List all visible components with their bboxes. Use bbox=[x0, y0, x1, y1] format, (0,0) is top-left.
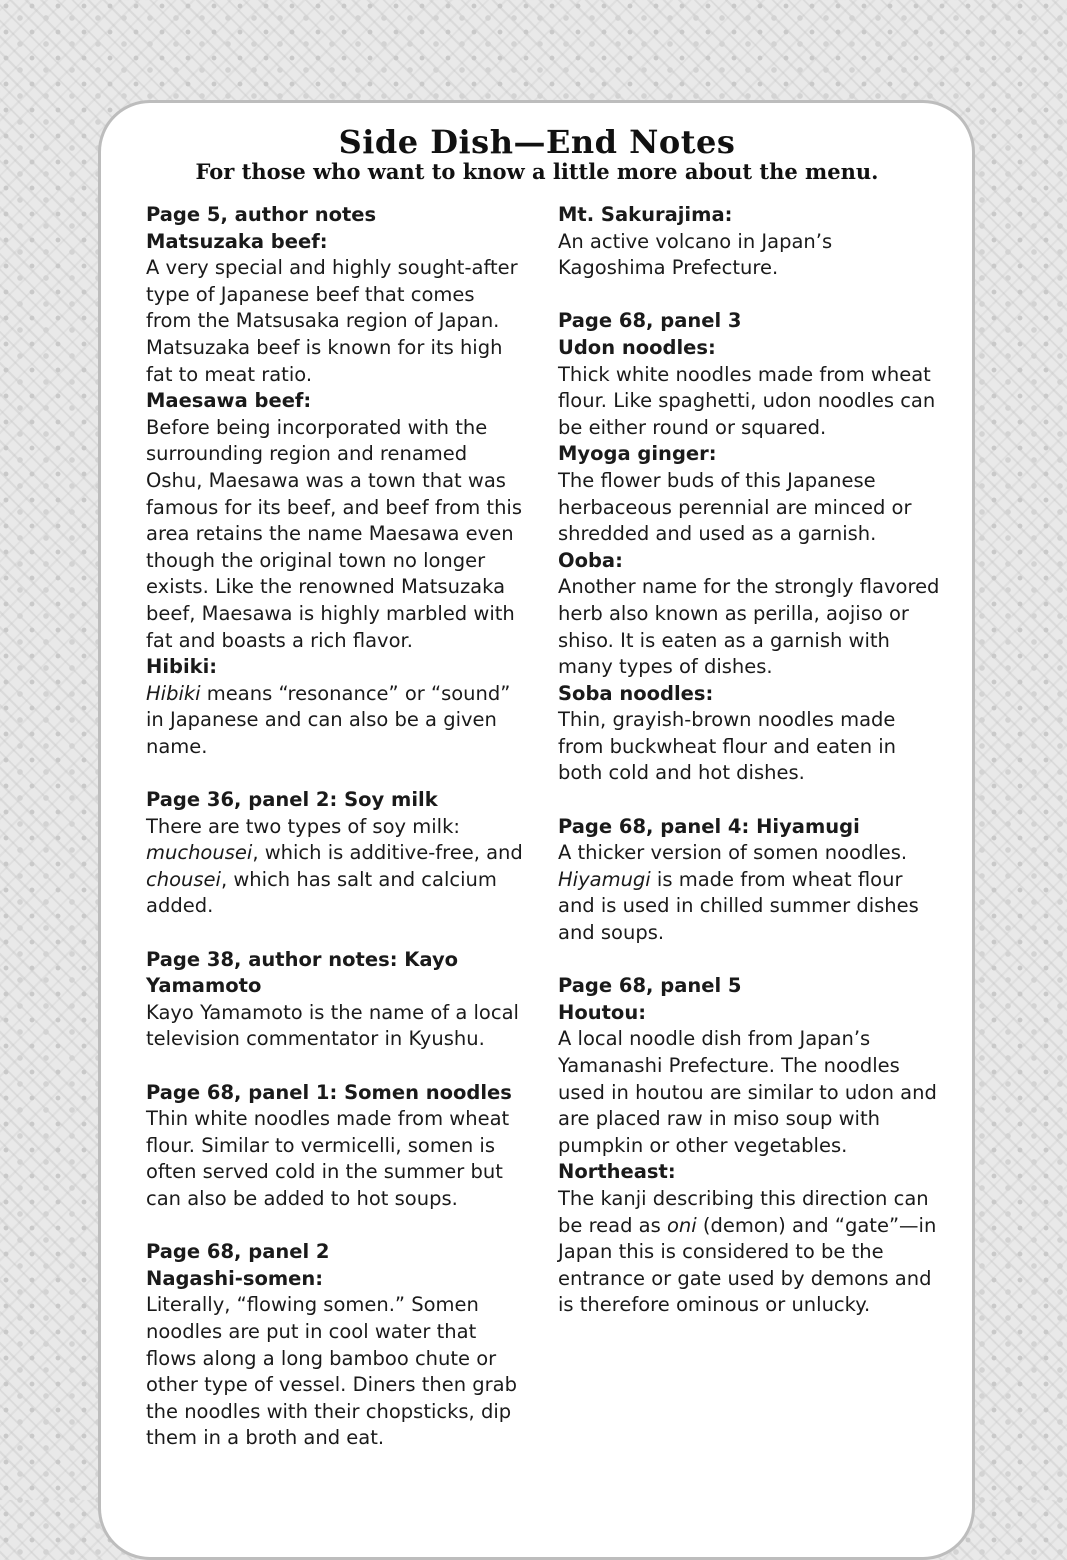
definition-hibiki bbox=[146, 681, 524, 761]
note-page-5 bbox=[146, 202, 524, 760]
term-myoga-ginger: Myoga ginger: bbox=[558, 442, 717, 466]
page-title: Side Dish—End Notes bbox=[338, 123, 736, 161]
definition-ooba: Another name for the strongly flavored herb also known as perilla, aojiso or shiso. It is eaten as a garnish with many types of dishes. bbox=[558, 575, 940, 679]
definition-northeast bbox=[558, 1186, 942, 1319]
term-udon-noodles: Udon noodles: bbox=[558, 335, 716, 359]
note-page-68-panel-5 bbox=[558, 973, 942, 1319]
note-heading: Page 68, panel 2 bbox=[146, 1240, 330, 1264]
note-page-68-panel-3 bbox=[558, 308, 942, 787]
definition-matsuzaka-beef: A very special and highly sought-after type of Japanese beef that comes from the Matsusaka region of Japan. Matsuzaka beef is known for its high fat to meat ratio. bbox=[146, 256, 518, 386]
definition-houtou: A local noodle dish from Japan’s Yamanashi Prefecture. The noodles used in houtou are similar to udon and are placed raw in miso soup with pumpkin or other vegetables. bbox=[558, 1027, 937, 1157]
note-heading: Page 68, panel 3 bbox=[558, 309, 742, 333]
term-ooba: Ooba: bbox=[558, 548, 623, 572]
definition-myoga-ginger: The flower buds of this Japanese herbaceous perennial are minced or shredded and used as a garnish. bbox=[558, 468, 912, 546]
hibiki-def-text: means “resonance” or “sound” in Japanese and can also be a given name. bbox=[146, 681, 511, 758]
soy-milk-word-a: muchousei bbox=[146, 841, 253, 865]
term-nagashi-somen: Nagashi-somen: bbox=[146, 1266, 324, 1290]
term-matsuzaka-beef: Matsuzaka beef: bbox=[146, 229, 328, 253]
note-page-36 bbox=[146, 787, 524, 920]
note-mt-sakurajima bbox=[558, 202, 942, 282]
term-northeast: Northeast: bbox=[558, 1160, 676, 1184]
term-houtou: Houtou: bbox=[558, 1000, 646, 1024]
hiyamugi-text-b: is made from wheat flour and is used in chilled summer dishes and soups. bbox=[558, 867, 919, 945]
definition-mt-sakurajima: An active volcano in Japan’s Kagoshima Prefecture. bbox=[558, 229, 833, 280]
definition-maesawa-beef: Before being incorporated with the surrounding region and renamed Oshu, Maesawa was a town that was famous for its beef, and beef from this area retains the name Maesawa even though the original town no longer exists. Like the renowned Matsuzaka beef, Maesawa is highly marbled with fat and boasts a rich flavor. bbox=[146, 415, 523, 652]
note-heading: Page 68, panel 1: Somen noodles bbox=[146, 1080, 512, 1104]
soy-milk-text-b: , which is additive-free, and bbox=[252, 841, 523, 865]
right-column bbox=[558, 202, 942, 1319]
hiyamugi-text-a: A thicker version of somen noodles. bbox=[558, 841, 908, 865]
definition-soba-noodles: Thin, grayish-brown noodles made from buckwheat flour and eaten in both cold and hot dishes. bbox=[558, 708, 897, 785]
definition-kayo-yamamoto: Kayo Yamamoto is the name of a local television commentator in Kyushu. bbox=[146, 1000, 519, 1051]
page-subtitle: For those who want to know a little more about the menu. bbox=[195, 159, 879, 184]
note-page-68-panel-4 bbox=[558, 814, 942, 947]
note-heading: Page 68, panel 4: Hiyamugi bbox=[558, 814, 860, 838]
note-heading: Page 68, panel 5 bbox=[558, 974, 742, 998]
hiyamugi-word: Hiyamugi bbox=[558, 867, 651, 891]
term-hibiki: Hibiki: bbox=[146, 655, 218, 679]
definition-hiyamugi bbox=[558, 840, 942, 946]
definition-nagashi-somen: Literally, “flowing somen.” Somen noodles are put in cool water that flows along a long bamboo chute or other type of vessel. Diners then grab the noodles with their chopsticks, dip them in a broth and eat. bbox=[146, 1293, 518, 1450]
northeast-word: oni bbox=[667, 1213, 697, 1237]
note-heading: Page 38, author notes: Kayo Yamamoto bbox=[146, 947, 459, 998]
term-mt-sakurajima: Mt. Sakurajima: bbox=[558, 203, 733, 226]
soy-milk-text-a: There are two types of soy milk: bbox=[146, 814, 460, 838]
soy-milk-word-b: chousei bbox=[146, 867, 221, 891]
definition-soy-milk bbox=[146, 814, 524, 920]
term-soba-noodles: Soba noodles: bbox=[558, 681, 714, 705]
northeast-text-a: The kanji describing this direction can be read as bbox=[558, 1186, 929, 1237]
definition-somen-noodles: Thin white noodles made from wheat flour. Similar to vermicelli, somen is often served cold in the summer but can also be added to hot soups. bbox=[146, 1107, 510, 1210]
note-heading: Page 36, panel 2: Soy milk bbox=[146, 788, 438, 812]
left-column bbox=[146, 202, 524, 1452]
northeast-text-b: (demon) and “gate”—in Japan this is considered to be the entrance or gate used by demons and is therefore ominous or unlucky. bbox=[558, 1213, 937, 1317]
note-page-68-panel-1 bbox=[146, 1080, 524, 1213]
note-page-38 bbox=[146, 947, 524, 1053]
note-heading: Page 5, author notes bbox=[146, 203, 377, 226]
term-maesawa-beef: Maesawa beef: bbox=[146, 389, 312, 413]
soy-milk-text-c: , which has salt and calcium added. bbox=[146, 867, 497, 918]
definition-udon-noodles: Thick white noodles made from wheat flour. Like spaghetti, udon noodles can be either round or squared. bbox=[558, 362, 936, 439]
note-page-68-panel-2 bbox=[146, 1239, 524, 1452]
hibiki-word: Hibiki bbox=[146, 681, 201, 705]
